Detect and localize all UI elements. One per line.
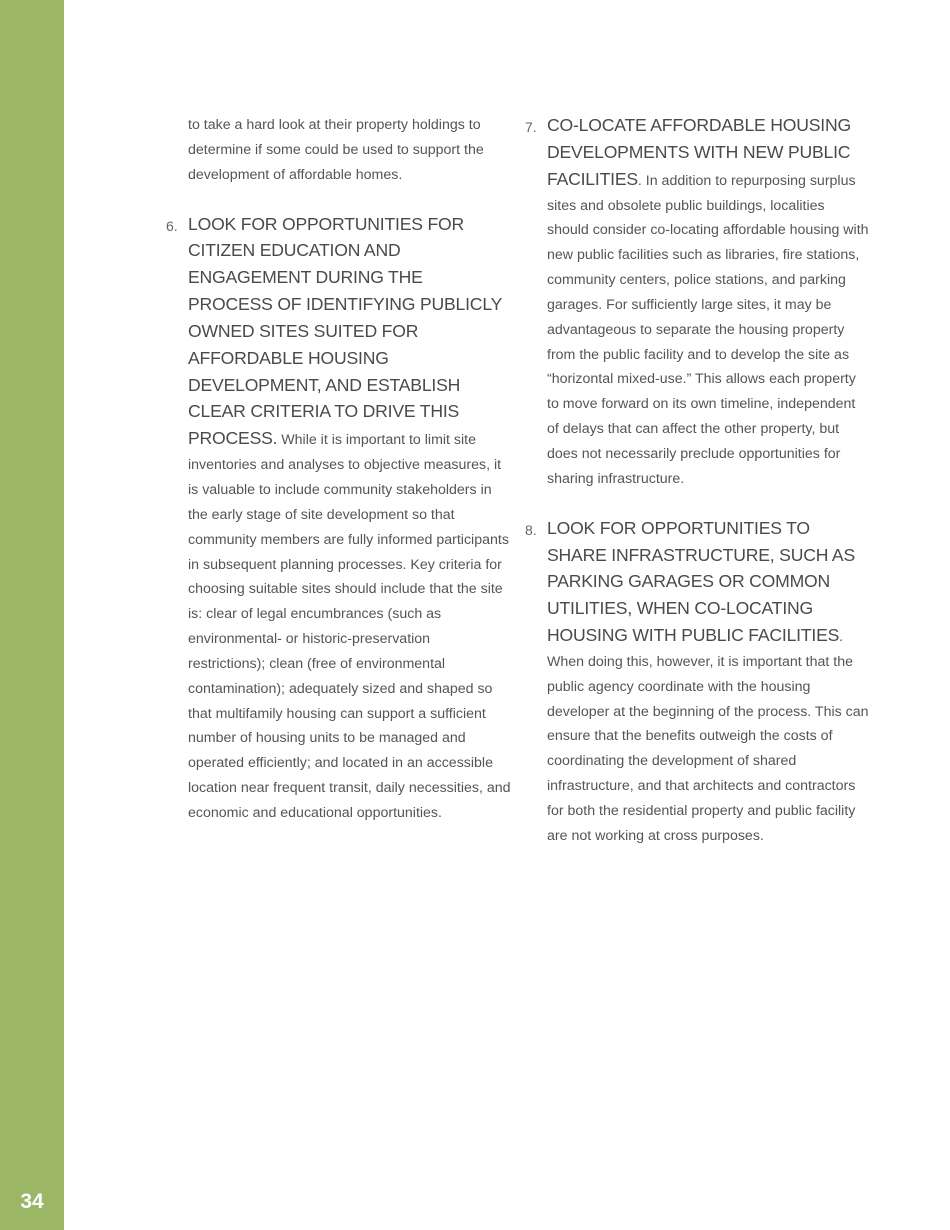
list-item-number: 8. [525,521,537,538]
list-item-6 [166,212,511,826]
list-item-heading: CO-LOCATE AFFORDABLE HOUSING DEVELOPMENTS WITH NEW PUBLIC FACILITIES [547,115,851,189]
list-item-text [547,516,870,849]
list-item-body: While it is important to limit site inventories and analyses to objective measures, it is valuable to include community stakeholders in the early stage of site development so that community members are fully informed participants in subsequent planning processes. Key criteria for choosing suitable sites should include that the site is: clear of legal encumbrances (such as environmental- or historic-preservation restrictions); clean (free of environmental contamination); adequately sized and shaped so that multifamily housing can support a sufficient number of housing units to be managed and operated efficiently; and located in an accessible location near frequent transit, daily necessities, and economic and educational opportunities. [188,432,511,821]
list-item-8 [525,516,870,849]
list-item-text [188,212,511,826]
page-number: 34 [20,1190,44,1213]
list-item-body: . In addition to repurposing surplus sites and obsolete public buildings, localities should consider co-locating affordable housing with new public facilities such as libraries, fire stations, community centers, police stations, and parking garages. For sufficiently large sites, it may be advantageous to separate the housing property from the public facility and to develop the site as “horizontal mixed-use.” This allows each property to move forward on its own timeline, independent of delays that can affect the other property, but does not necessarily preclude opportunities for sharing infrastructure. [547,172,869,487]
page-sidebar [0,0,64,1230]
list-item-text [547,113,870,492]
list-item-body: . When doing this, however, it is important that the public agency coordinate with the housing developer at the beginning of the process. This can ensure that the benefits outweigh the costs of coordinating the development of shared infrastructure, and that architects and contractors for both the residential property and public facility are not working at cross purposes. [547,629,869,844]
list-item-number: 7. [525,119,537,135]
continuation-paragraph: to take a hard look at their property holdings to determine if some could be used to support the development of affordable homes. [188,117,484,183]
list-item-7 [525,113,870,492]
list-item-heading: LOOK FOR OPPORTUNITIES TO SHARE INFRASTRUCTURE, SUCH AS PARKING GARAGES OR COMMON UTILITIES, WHEN CO-LOCATING HOUSING WITH PUBLIC FACILITIES [547,517,855,646]
left-column [166,113,511,826]
right-column [525,113,870,849]
list-item-heading: LOOK FOR OPPORTUNITIES FOR CITIZEN EDUCATION AND ENGAGEMENT DURING THE PROCESS OF IDENTIFYING PUBLICLY OWNED SITES SUITED FOR AFFORDABLE HOUSING DEVELOPMENT, AND ESTABLISH CLEAR CRITERIA TO DRIVE THIS PROCESS. [188,213,502,449]
list-item-number: 6. [166,217,178,234]
